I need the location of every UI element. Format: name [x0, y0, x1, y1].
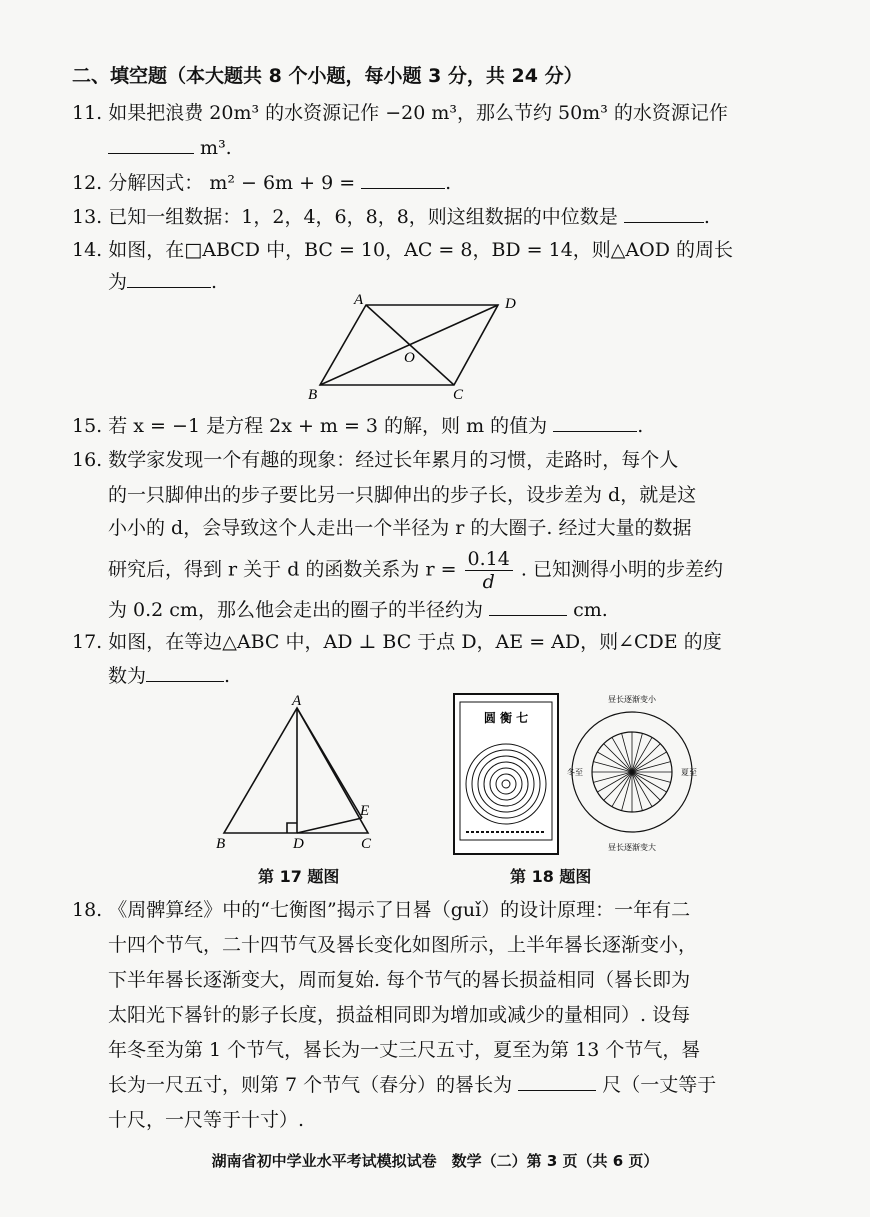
- q11-line2: [108, 134, 232, 162]
- q15-line: [72, 412, 643, 440]
- q13-text: 已知一组数据：1，2，4，6，8，8，则这组数据的中位数是: [108, 206, 618, 228]
- label-b: B: [308, 387, 318, 403]
- q14-number: 14.: [72, 239, 103, 261]
- q11-answer-blank[interactable]: [108, 135, 194, 154]
- q16-text-5b: cm.: [573, 599, 608, 621]
- wheel-spoke: [632, 733, 642, 772]
- q17-text2: 数为: [108, 665, 147, 687]
- wheel-spoke: [632, 772, 642, 811]
- label-c: C: [361, 836, 372, 852]
- label-c: C: [453, 387, 464, 403]
- label-a: A: [292, 693, 302, 709]
- fig18-qiheng-panel: [452, 692, 560, 856]
- q13-end: .: [703, 206, 710, 228]
- fig17-caption: 第 17 题图: [258, 867, 340, 886]
- q13-number: 13.: [72, 206, 103, 228]
- fig18-title: 圆 衡 七: [483, 711, 529, 725]
- q18-text-3: 下半年晷长逐渐变大，周而复始. 每个节气的晷长损益相同（晷长即为: [108, 969, 691, 991]
- q14-parallelogram-figure: [300, 290, 540, 405]
- q14-line2: [108, 268, 217, 296]
- q16-text-5a: 为 0.2 cm，那么他会走出的圈子的半径约为: [108, 599, 483, 621]
- q17-text: 如图，在等边△ABC 中，AD ⊥ BC 于点 D，AE = AD，则∠CDE 的度: [108, 631, 722, 653]
- fraction-denominator: d: [482, 571, 495, 593]
- wheel-spoke: [622, 733, 632, 772]
- q18-text-4: 太阳光下晷针的影子长度，损益相同即为增加或减少的量相同）. 设每: [108, 1004, 691, 1026]
- q16-text-4a: 研究后，得到 r 关于 d 的函数关系为 r =: [108, 558, 457, 581]
- q15-end: .: [637, 415, 644, 437]
- segment-ae: [297, 708, 362, 818]
- label-o: O: [404, 350, 415, 366]
- q18-number: 18.: [72, 899, 103, 921]
- q11-unit: m³.: [200, 137, 232, 159]
- q18-text-6a: 长为一尺五寸，则第 7 个节气（春分）的晷长为: [108, 1074, 513, 1096]
- q12-line: [72, 169, 451, 197]
- q17-end: .: [224, 665, 231, 687]
- q16-text-4b: . 已知测得小明的步差约: [520, 558, 723, 581]
- fraction-numerator: 0.14: [465, 548, 513, 571]
- q15-text: 若 x = −1 是方程 2x + m = 3 的解，则 m 的值为: [108, 415, 548, 437]
- wheel-spoke: [632, 772, 671, 782]
- q11-number: 11.: [72, 102, 103, 124]
- q18-line1: [72, 896, 690, 924]
- q14-answer-blank[interactable]: [127, 269, 211, 288]
- q16-line5: [108, 596, 608, 624]
- label-d: D: [505, 296, 516, 312]
- page-footer: 湖南省初中学业水平考试模拟试卷 数学（二）第 3 页（共 6 页）: [211, 1152, 659, 1170]
- fig18-top-label: 昼长逐渐变小: [608, 695, 656, 704]
- label-e: E: [360, 803, 370, 819]
- q17-line2: [108, 662, 230, 690]
- q16-fraction: [465, 548, 513, 593]
- q18-text-5: 年冬至为第 1 个节气，晷长为一丈三尺五寸，夏至为第 13 个节气，晷: [108, 1039, 701, 1061]
- q16-answer-blank[interactable]: [489, 597, 567, 616]
- q16-text-1: 数学家发现一个有趣的现象：经过长年累月的习惯，走路时，每个人: [108, 449, 679, 471]
- fig18-solar-terms-wheel: [565, 690, 700, 856]
- fig18-bottom-label: 昼长逐渐变大: [608, 843, 656, 852]
- wheel-spoke: [622, 772, 632, 811]
- q11-text: 如果把浪费 20m³ 的水资源记作 −20 m³，那么节约 50m³ 的水资源记作: [108, 102, 728, 124]
- q16-line1: [72, 446, 678, 474]
- wheel-spoke: [632, 762, 671, 772]
- q18-text-1: 《周髀算经》中的“七衡图”揭示了日晷（guǐ）的设计原理：一年有二: [108, 899, 691, 921]
- label-b: B: [216, 836, 226, 852]
- q14-text: 如图，在□ABCD 中，BC = 10，AC = 8，BD = 14，则△AOD 的周长: [108, 239, 733, 261]
- q12-expression: m² − 6m + 9 =: [209, 172, 356, 194]
- q12-answer-blank[interactable]: [361, 170, 445, 189]
- right-angle-mark: [287, 823, 297, 833]
- q18-line6: [108, 1071, 716, 1099]
- q12-number: 12.: [72, 172, 103, 194]
- q17-answer-blank[interactable]: [146, 663, 224, 682]
- q18-answer-blank[interactable]: [518, 1072, 596, 1091]
- q12-prefix: 分解因式：: [108, 172, 204, 194]
- q16-number: 16.: [72, 449, 103, 471]
- q15-number: 15.: [72, 415, 103, 437]
- q16-text-3: 小小的 d，会导致这个人走出一个半径为 r 的大圈子. 经过大量的数据: [108, 517, 692, 539]
- q17-line1: [72, 628, 722, 656]
- q12-end: .: [445, 172, 452, 194]
- triangle-abc: [224, 708, 368, 833]
- fig18-right-label: 夏至: [681, 768, 697, 777]
- fig18-left-label: 冬至: [567, 768, 583, 777]
- section-heading: 二、填空题（本大题共 8 个小题，每小题 3 分，共 24 分）: [72, 65, 583, 87]
- q15-answer-blank[interactable]: [553, 413, 637, 432]
- q14-end: .: [211, 271, 218, 293]
- q18-text-2: 十四个节气，二十四节气及晷长变化如图所示，上半年晷长逐渐变小，: [108, 934, 698, 956]
- q11-line1: [72, 99, 728, 127]
- label-a: A: [354, 292, 364, 308]
- wheel-spoke: [593, 772, 632, 782]
- q13-line: [72, 203, 710, 231]
- q14-line1: [72, 236, 733, 264]
- q17-triangle-figure: [210, 690, 390, 855]
- segment-de: [297, 818, 362, 833]
- label-d: D: [293, 836, 304, 852]
- wheel-spoke: [593, 762, 632, 772]
- q14-text2: 为: [108, 271, 128, 293]
- q16-text-2: 的一只脚伸出的步子要比另一只脚伸出的步子长，设步差为 d，就是这: [108, 484, 697, 506]
- q16-line4: [108, 548, 723, 598]
- q18-text-6b: 尺（一丈等于: [602, 1074, 717, 1096]
- diagonal-bd: [320, 305, 498, 385]
- q18-text-7: 十尺，一尺等于十寸）.: [108, 1109, 305, 1131]
- q13-answer-blank[interactable]: [624, 204, 704, 223]
- fig18-caption: 第 18 题图: [510, 867, 592, 886]
- q17-number: 17.: [72, 631, 103, 653]
